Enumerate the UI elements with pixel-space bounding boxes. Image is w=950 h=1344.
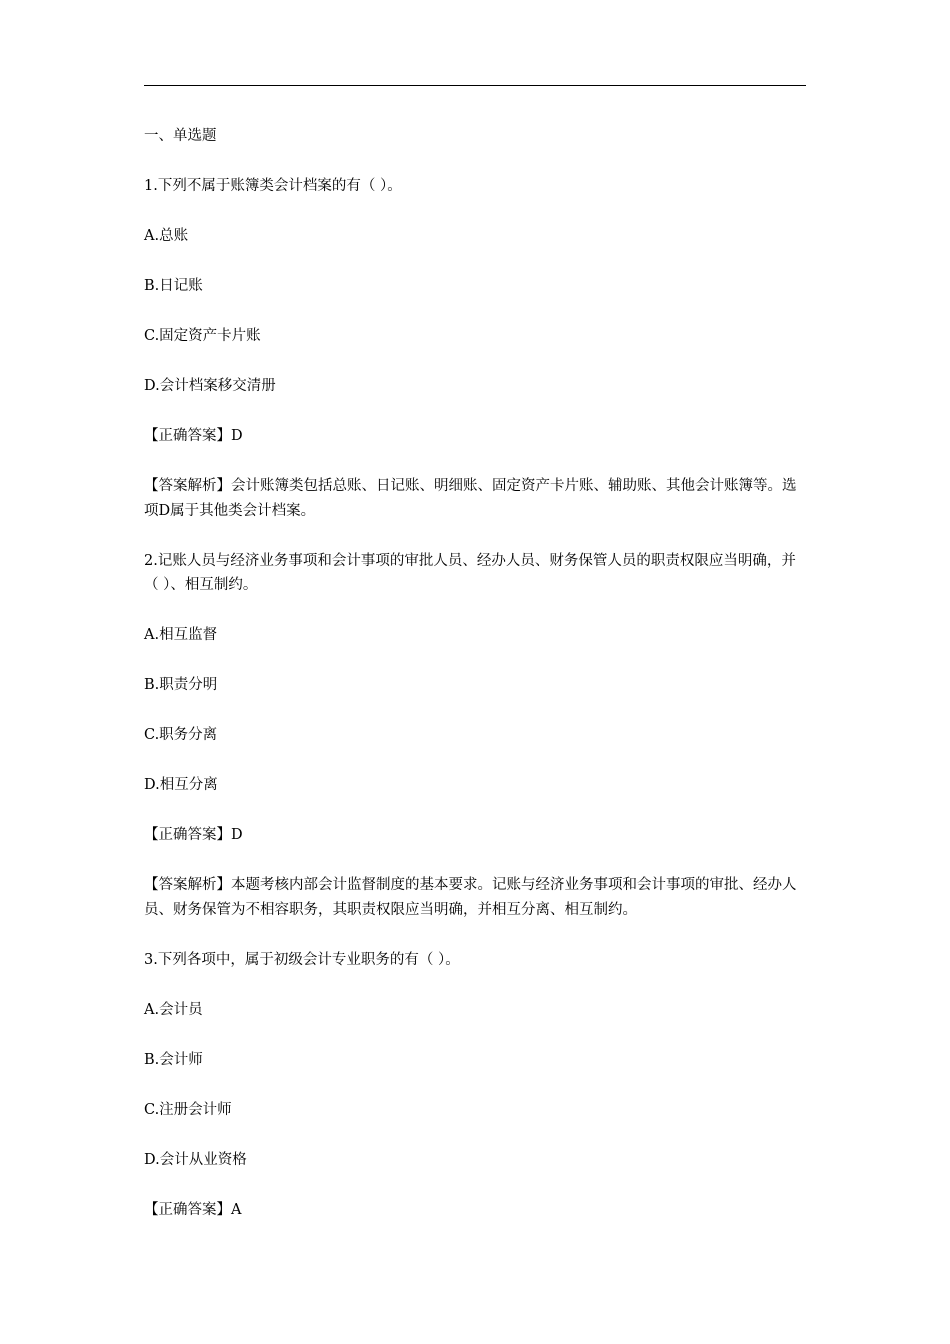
option-a: A.相互监督 <box>144 627 218 643</box>
option-c: C.固定资产卡片账 <box>144 328 261 344</box>
option-a: A.总账 <box>144 228 189 244</box>
correct-answer: 【正确答案】D <box>144 428 243 444</box>
correct-answer: 【正确答案】D <box>144 827 243 843</box>
option-c: C.注册会计师 <box>144 1101 232 1118</box>
option-d: D.会计从业资格 <box>144 1151 247 1168</box>
question-stem: 1.下列不属于账簿类会计档案的有（ ）。 <box>144 178 402 194</box>
option-d: D.相互分离 <box>144 777 218 793</box>
answer-analysis: 【答案解析】本题考核内部会计监督制度的基本要求。记账与经济业务事项和会计事项的审批、经办人员、财务保管为不相容职务，其职责权限应当明确，并相互分离、相互制约。 <box>144 877 797 918</box>
option-b: B.职责分明 <box>144 677 218 693</box>
option-a: A.会计员 <box>144 1001 203 1018</box>
option-b: B.日记账 <box>144 278 203 294</box>
question-stem: 2.记账人员与经济业务事项和会计事项的审批人员、经办人员、财务保管人员的职责权限应当明确，并（ ）、相互制约。 <box>144 552 796 593</box>
answer-analysis: 【答案解析】会计账簿类包括总账、日记账、明细账、固定资产卡片账、辅助账、其他会计账簿等。选项D属于其他类会计档案。 <box>144 478 797 519</box>
document-body <box>144 124 808 1248</box>
correct-answer: 【正确答案】A <box>144 1201 242 1218</box>
header-rule <box>144 85 806 86</box>
option-c: C.职务分离 <box>144 727 218 743</box>
section-title: 一、单选题 <box>144 128 217 144</box>
option-d: D.会计档案移交清册 <box>144 378 276 394</box>
option-b: B.会计师 <box>144 1051 203 1068</box>
question-stem: 3.下列各项中，属于初级会计专业职务的有（ ）。 <box>144 951 460 968</box>
